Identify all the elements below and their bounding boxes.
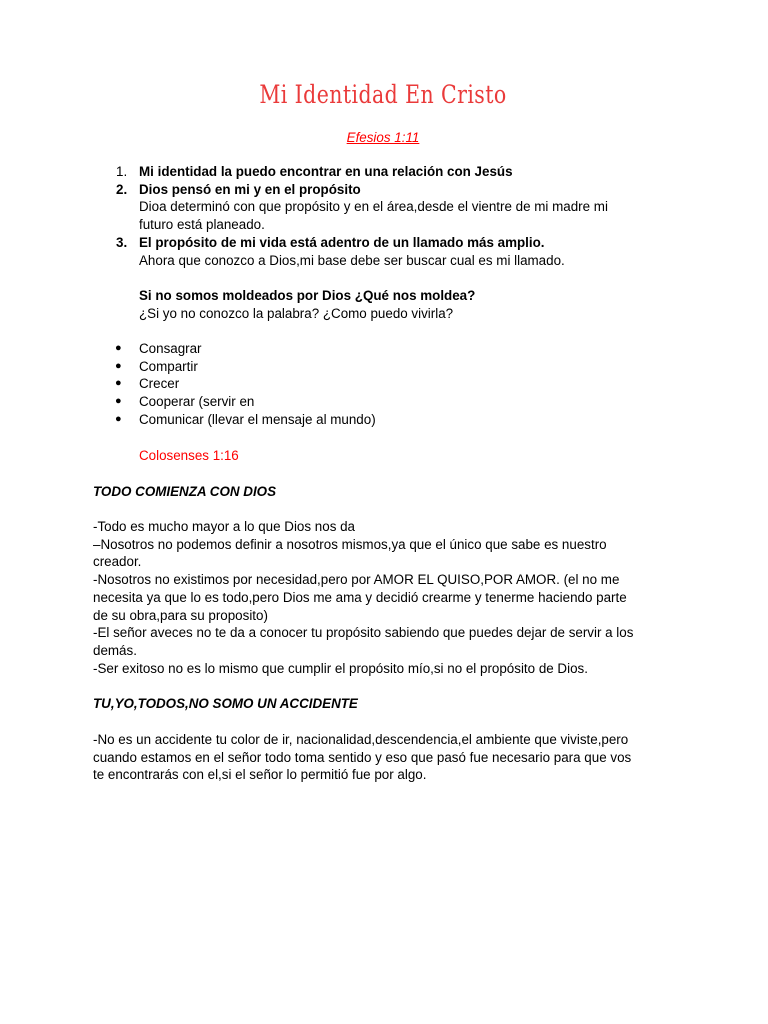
bullet-label: Comunicar (llevar el mensaje al mundo) [139,411,376,427]
paragraph-line: –Nosotros no podemos definir a nosotros mismos,ya que el único que sabe es nuestro [93,536,607,552]
bullet-list [93,340,683,429]
paragraph-line: creador. [93,554,142,570]
section-heading-no-somos-accidente: TU,YO,TODOS,NO SOMO UN ACCIDENTE [93,696,358,711]
bible-reference-link[interactable]: Efesios 1:11 [346,130,420,145]
paragraph-line: necesita ya que lo es todo,pero Dios me ama y decidió crearme y tenerme haciendo parte [93,589,627,605]
numbered-item-1 [93,163,683,181]
item-heading: Dios pensó en mi y en el propósito [139,181,361,197]
question-heading: Si no somos moldeados por Dios ¿Qué nos moldea? [139,288,476,303]
bullet-item [93,411,683,429]
section-body-no-somos-accidente [93,731,683,784]
bullet-label: Cooperar (servir en [139,394,255,410]
paragraph-line: -Nosotros no existimos por necesidad,pero por AMOR EL QUISO,POR AMOR. (el no me [93,572,620,588]
numbered-item-2 [93,181,683,234]
paragraph-line: cuando estamos en el señor todo toma sentido y eso que pasó fue necesario para que vos [93,749,632,765]
paragraph-line: -No es un accidente tu color de ir, nacionalidad,descendencia,el ambiente que viviste,pero [93,732,629,747]
section-body-todo-comienza [93,518,683,677]
item-heading: Mi identidad la puedo encontrar en una relación con Jesús [139,164,513,179]
numbered-list [93,163,683,269]
bullet-icon: ● [115,377,122,390]
paragraph-line: demás. [93,642,137,658]
bullet-icon: ● [115,359,122,372]
bullet-item [93,375,683,393]
bullet-label: Crecer [139,376,180,392]
paragraph-line: de su obra,para su proposito) [93,607,268,623]
colossians-reference: Colosenses 1:16 [139,448,239,463]
item-heading: El propósito de mi vida está adentro de un llamado más amplio. [139,234,545,250]
item-body-line: Dioa determinó con que propósito y en el área,desde el vientre de mi madre mi [139,199,608,215]
item-number: 2. [116,181,128,197]
bullet-item [93,393,683,411]
paragraph-line: te encontrarás con el,si el señor lo permitió fue por algo. [93,767,427,783]
bullet-icon: ● [115,395,122,408]
item-number: 1. [116,164,128,179]
document-title: Mi Identidad En Cristo [259,80,507,109]
bullet-item [93,340,683,358]
paragraph-line: -Ser exitoso no es lo mismo que cumplir el propósito mío,si no el propósito de Dios. [93,660,588,676]
bullet-icon: ● [115,412,122,425]
question-body: ¿Si yo no conozco la palabra? ¿Como puedo vivirla? [139,305,454,321]
item-body-line: futuro está planeado. [139,217,265,233]
numbered-item-3 [93,234,683,269]
item-body-line: Ahora que conozco a Dios,mi base debe ser buscar cual es mi llamado. [139,252,565,268]
paragraph-line: -El señor aveces no te da a conocer tu propósito sabiendo que puedes dejar de servir a los [93,625,634,641]
question-block [93,287,729,322]
item-number: 3. [116,234,128,250]
bullet-label: Compartir [139,358,198,374]
bullet-label: Consagrar [139,341,202,356]
bullet-icon: ● [115,342,122,354]
section-heading-todo-comienza: TODO COMIENZA CON DIOS [93,484,277,499]
bullet-item [93,358,683,376]
paragraph-line: -Todo es mucho mayor a lo que Dios nos da [93,519,355,534]
